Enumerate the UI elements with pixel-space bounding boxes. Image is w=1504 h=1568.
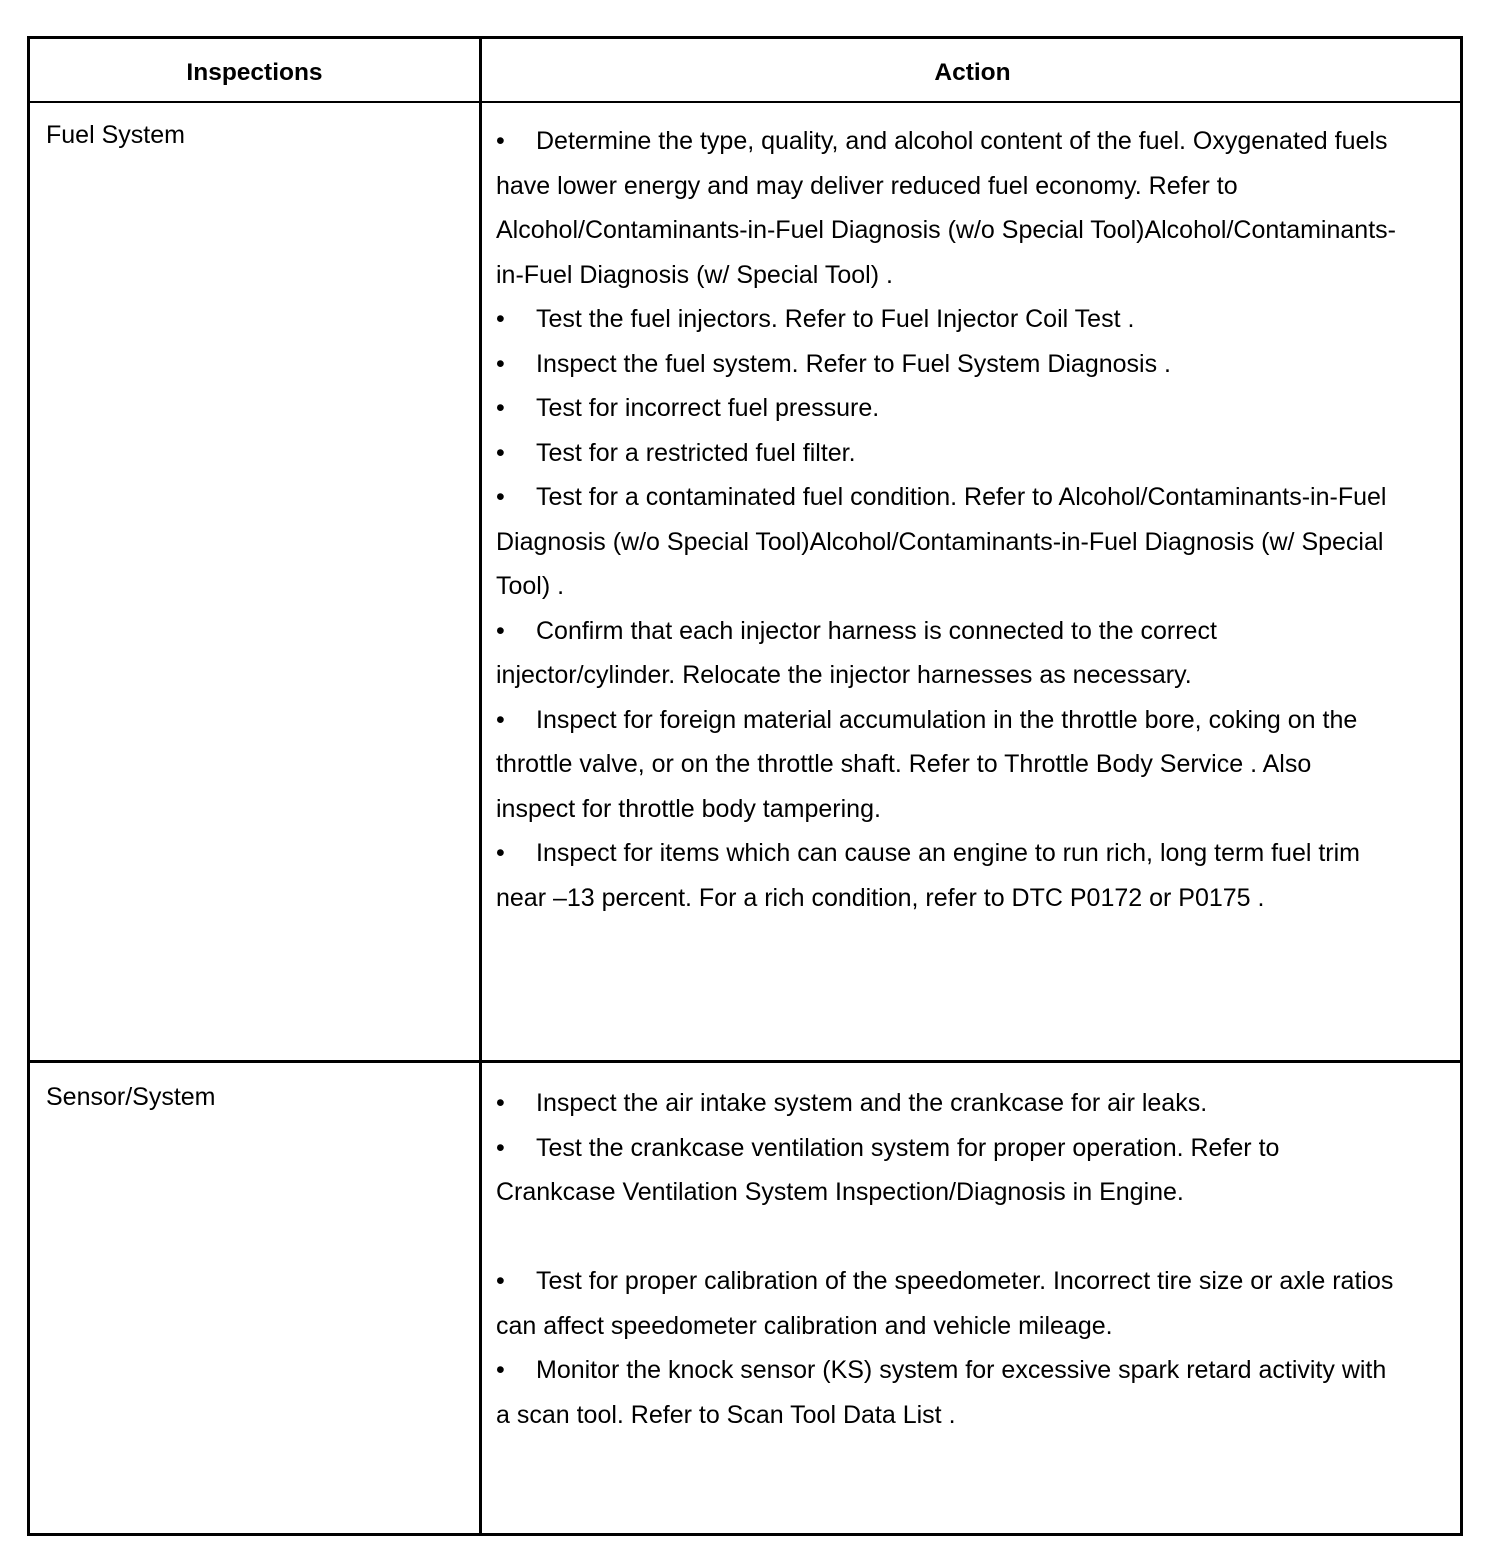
action-item: • Test the crankcase ventilation system for proper operation. Refer to Crankcase Ventilation System Inspection/Diagnosis in Engine. [496,1126,1396,1215]
action-item: • Inspect the air intake system and the crankcase for air leaks. [496,1081,1396,1126]
inspection-table [27,36,1463,1536]
bullet-icon: • [496,438,505,467]
bullet-icon: • [496,1133,505,1162]
action-item: • Test for proper calibration of the speedometer. Incorrect tire size or axle ratios can affect speedometer calibration and vehicle mileage. [496,1259,1396,1348]
row-sensor-system-actions [496,1081,1396,1437]
bullet-icon: • [496,127,505,155]
bullet-icon: • [496,1267,505,1295]
bullet-icon: • [496,616,505,645]
bullet-icon: • [496,1356,505,1384]
row-fuel-system-actions [496,119,1396,920]
bullet-icon: • [496,349,505,378]
header-action: Action [934,59,1011,86]
row-sensor-system-inspection: Sensor/System [46,1083,216,1111]
bullet-icon: • [496,483,505,511]
action-item: • Monitor the knock sensor (KS) system for excessive spark retard activity with a scan tool. Refer to Scan Tool Data List . [496,1348,1396,1437]
bullet-icon: • [496,394,505,422]
column-divider [479,39,482,1533]
bullet-icon: • [496,705,505,734]
row-fuel-system-inspection: Fuel System [46,121,185,149]
bullet-icon: • [496,839,505,867]
action-item: • Test for incorrect fuel pressure. [496,386,1396,431]
action-item: • Inspect for foreign material accumulation in the throttle bore, coking on the throttle valve, or on the throttle shaft. Refer to Throttle Body Service . Also inspect for throttle body tampering. [496,698,1396,832]
bullet-icon: • [496,1089,505,1117]
action-item: • Test the fuel injectors. Refer to Fuel Injector Coil Test . [496,297,1396,342]
action-item: • Test for a restricted fuel filter. [496,431,1396,476]
action-item: • Determine the type, quality, and alcohol content of the fuel. Oxygenated fuels have lower energy and may deliver reduced fuel economy. Refer to Alcohol/Contaminants-in-Fuel Diagnosis (w/o Special Tool)Alcohol/Contaminants-in-Fuel Diagnosis (w/ Special Tool) . [496,119,1396,297]
action-item: • Test for a contaminated fuel condition. Refer to Alcohol/Contaminants-in-Fuel Diagnosis (w/o Special Tool)Alcohol/Contaminants-in-Fuel Diagnosis (w/ Special Tool) . [496,475,1396,609]
bullet-icon: • [496,305,505,333]
row-divider [30,1060,1460,1063]
action-item: • Inspect the fuel system. Refer to Fuel System Diagnosis . [496,342,1396,387]
action-item: • Inspect for items which can cause an engine to run rich, long term fuel trim near –13 percent. For a rich condition, refer to DTC P0172 or P0175 . [496,831,1396,920]
header-inspections: Inspections [186,59,323,86]
header-divider [30,101,1460,103]
action-item: • Confirm that each injector harness is connected to the correct injector/cylinder. Relocate the injector harnesses as necessary. [496,609,1396,698]
